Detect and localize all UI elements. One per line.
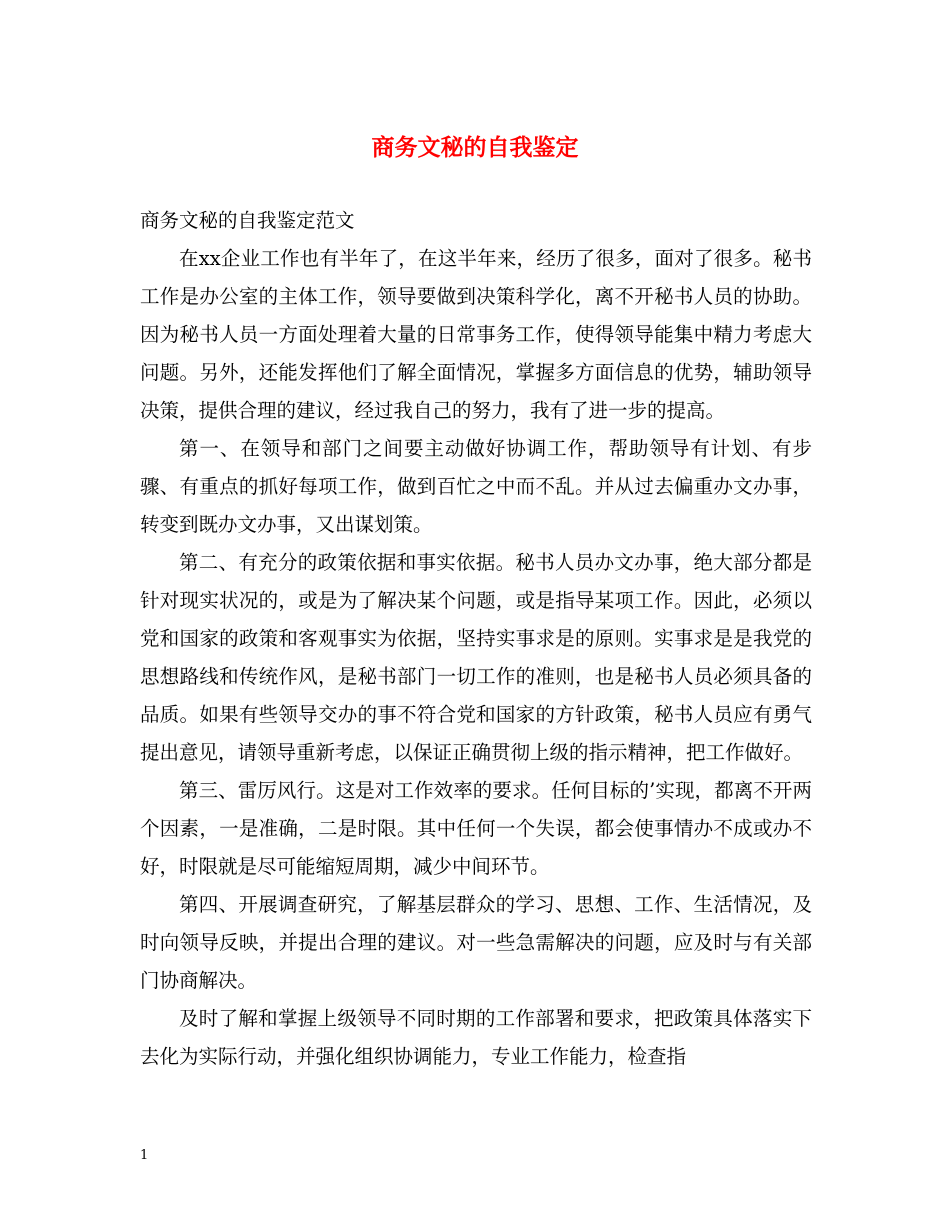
paragraph-point-4: 第四、开展调查研究，了解基层群众的学习、思想、工作、生活情况，及时向领导反映，并提出合理的建议。对一些急需解决的问题，应及时与有关部门协商解决。 — [140, 893, 812, 992]
paragraph-point-1: 第一、在领导和部门之间要主动做好协调工作，帮助领导有计划、有步骤、有重点的抓好每项工作，做到百忙之中而不乱。并从过去偏重办文办事，转变到既办文办事，又出谋划策。 — [140, 437, 812, 536]
document-title: 商务文秘的自我鉴定 — [371, 134, 579, 161]
document-subtitle: 商务文秘的自我鉴定范文 — [140, 209, 355, 232]
page-number: 1 — [140, 1148, 149, 1163]
document-body — [140, 240, 812, 1076]
paragraph-point-2: 第二、有充分的政策依据和事实依据。秘书人员办文办事，绝大部分都是针对现实状况的，或是为了解决某个问题，或是指导某项工作。因此，必须以党和国家的政策和客观事实为依据，坚持实事求是的原则。实事求是是我党的思想路线和传统作风，是秘书部门一切工作的准则，也是秘书人员必须具备的品质。如果有些领导交办的事不符合党和国家的方针政策，秘书人员应有勇气提出意见，请领导重新考虑，以保证正确贯彻上级的指示精神，把工作做好。 — [140, 551, 812, 764]
paragraph-intro: 在xx企业工作也有半年了，在这半年来，经历了很多，面对了很多。秘书工作是办公室的主体工作，领导要做到决策科学化，离不开秘书人员的协助。因为秘书人员一方面处理着大量的日常事务工作，使得领导能集中精力考虑大问题。另外，还能发挥他们了解全面情况，掌握多方面信息的优势，辅助领导决策，提供合理的建议，经过我自己的努力，我有了进一步的提高。 — [140, 247, 812, 422]
paragraph-continuation: 及时了解和掌握上级领导不同时期的工作部署和要求，把政策具体落实下去化为实际行动，并强化组织协调能力，专业工作能力，检查指 — [140, 1007, 812, 1068]
paragraph-point-3: 第三、雷厉风行。这是对工作效率的要求。任何目标的’实现，都离不开两个因素，一是准确，二是时限。其中任何一个失误，都会使事情办不成或办不好，时限就是尽可能缩短周期，减少中间环节。 — [140, 779, 812, 878]
